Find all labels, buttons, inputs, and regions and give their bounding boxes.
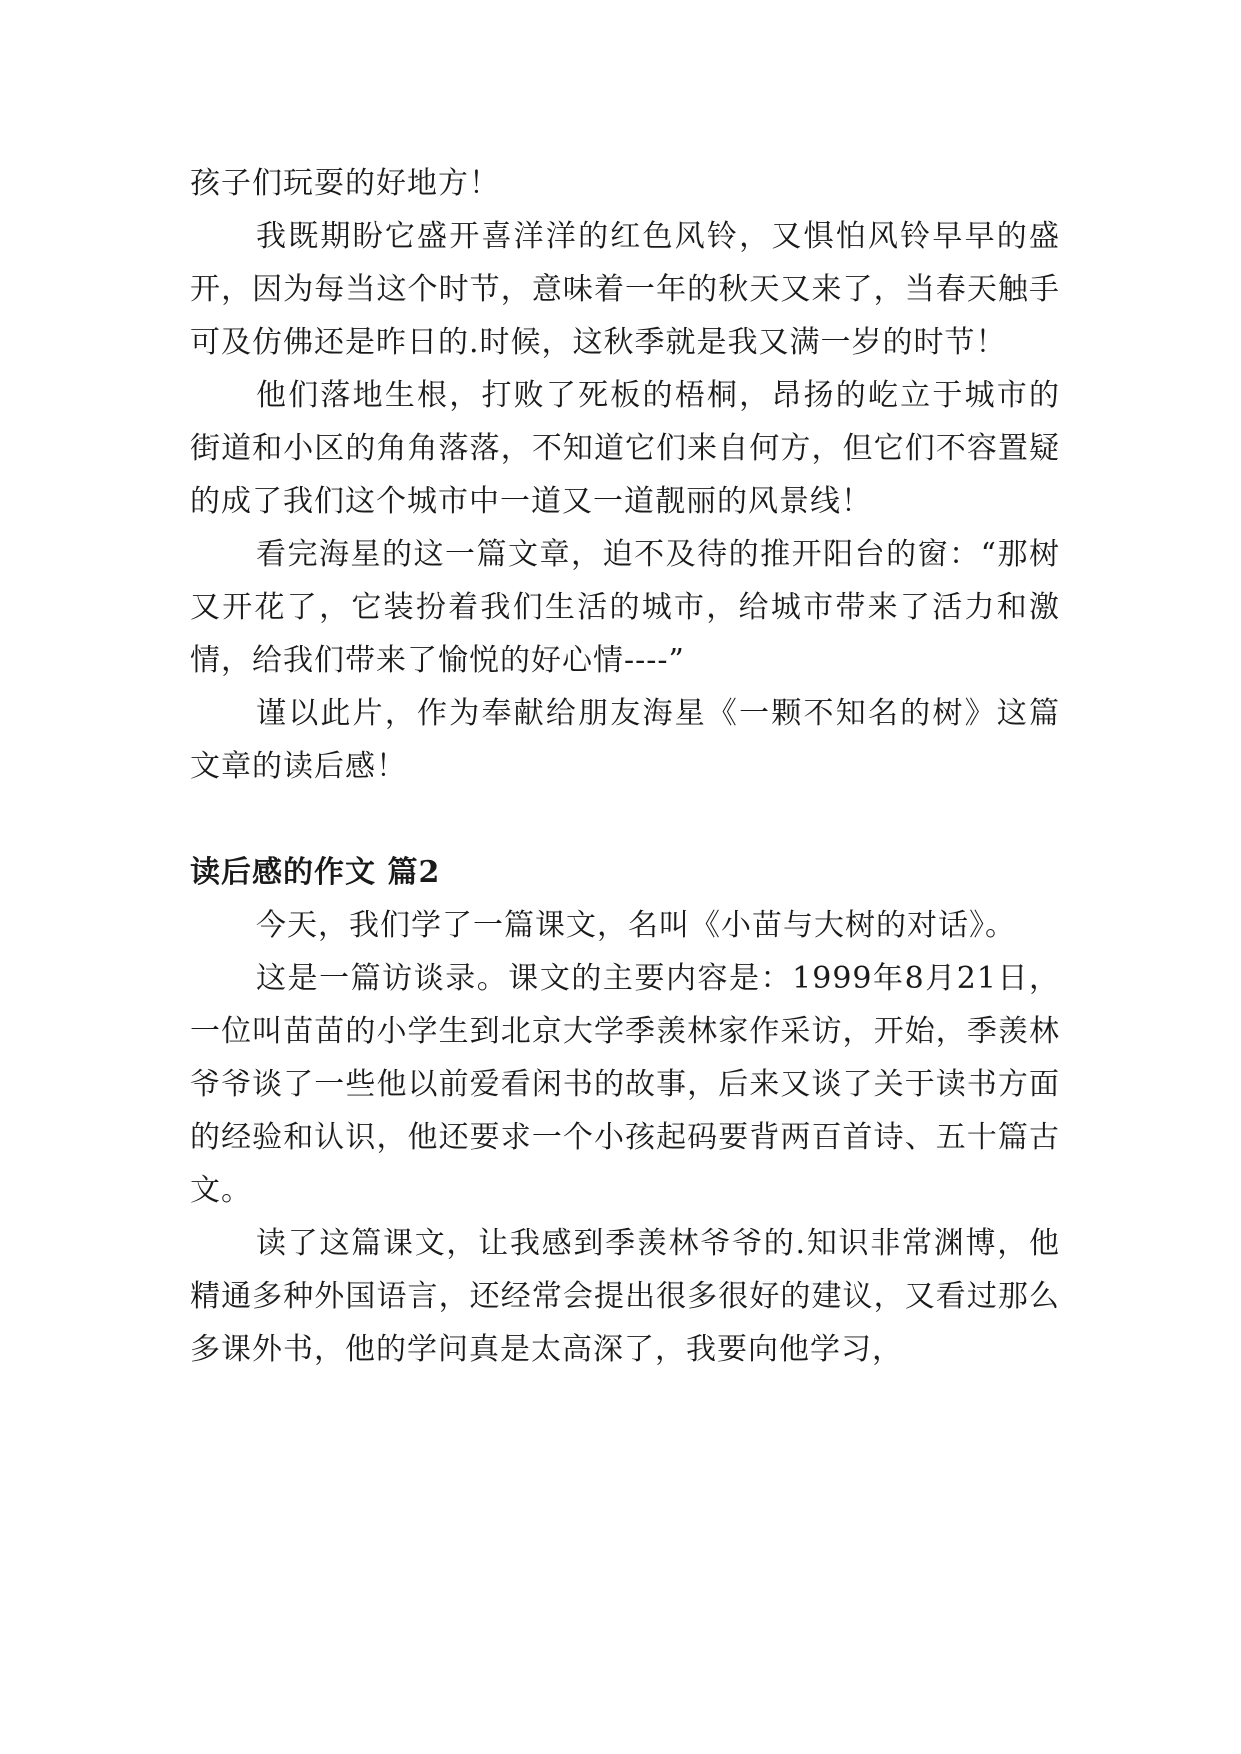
paragraph: 我既期盼它盛开喜洋洋的红色风铃，又惧怕风铃早早的盛开，因为每当这个时节，意味着一年的秋天又来了，当春天触手可及仿佛还是昨日的.时候，这秋季就是我又满一岁的时节！ [190,219,1060,360]
paragraph: 孩子们玩耍的好地方！ [190,166,500,201]
paragraph: 谨以此片，作为奉献给朋友海星《一颗不知名的树》这篇文章的读后感！ [190,696,1060,784]
section-title: 读后感的作文 篇2 [190,855,441,890]
paragraph: 读了这篇课文，让我感到季羡林爷爷的.知识非常渊博，他精通多种外国语言，还经常会提出很多很好的建议，又看过那么多课外书，他的学问真是太高深了，我要向他学习， [190,1226,1060,1367]
paragraph: 这是一篇访谈录。课文的主要内容是：1999年8月21日，一位叫苗苗的小学生到北京大学季羡林家作采访，开始，季羡林爷爷谈了一些他以前爱看闲书的故事，后来又谈了关于读书方面的经验和认识，他还要求一个小孩起码要背两百首诗、五十篇古文。 [190,961,1060,1208]
document-page [190,157,1060,1376]
paragraph: 看完海星的这一篇文章，迫不及待的推开阳台的窗：“那树又开花了，它装扮着我们生活的城市，给城市带来了活力和激情，给我们带来了愉悦的好心情----” [190,537,1060,678]
paragraph: 他们落地生根，打败了死板的梧桐，昂扬的屹立于城市的街道和小区的角角落落，不知道它们来自何方，但它们不容置疑的成了我们这个城市中一道又一道靓丽的风景线！ [190,378,1060,519]
paragraph: 今天，我们学了一篇课文，名叫《小苗与大树的对话》。 [256,908,1016,943]
